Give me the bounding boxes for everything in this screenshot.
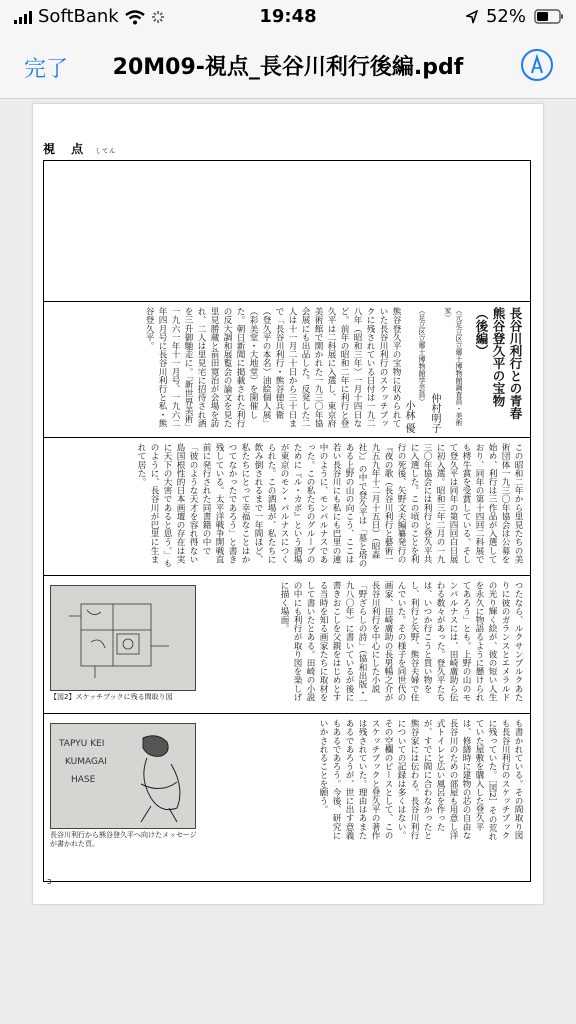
- author-role: （足立区立郷土博物館学芸員）: [418, 307, 426, 405]
- message-sketch: [51, 724, 195, 828]
- done-button[interactable]: 完了: [24, 57, 69, 82]
- section-header-label: 視 点: [43, 142, 90, 156]
- title-line: 長谷川利行との青春: [508, 307, 523, 420]
- row-divider: [44, 713, 530, 714]
- figure-caption-message: 長谷川利行から熊谷登久平へ向けたメッセージが書かれた頁。: [50, 831, 197, 848]
- document-title: 20M09-視点_長谷川利行後編.pdf: [112, 55, 464, 80]
- row-divider: [44, 437, 530, 438]
- article-frame: [43, 160, 531, 882]
- sketch-text: KUMAGAI: [65, 757, 107, 767]
- author-name: 小林 優: [403, 399, 414, 433]
- navigation-bar: [0, 36, 576, 99]
- clock: 19:48: [259, 6, 317, 27]
- article-title: [473, 307, 524, 433]
- author-block: [401, 307, 464, 433]
- markup-pen-icon[interactable]: [520, 48, 554, 82]
- author-role: （元足立区立郷土博物館調査員・美術家）: [444, 307, 463, 426]
- status-right: [466, 6, 564, 27]
- title-line: （後編）: [474, 307, 489, 357]
- message-page-figure: [50, 723, 196, 829]
- body-text-row4: も書かれている。その間取り図も長谷川利行のスケッチブックに残っていた。［図2］その荒れていた屋敷を購入した登久平は、修繕時に建物の芯の自由な長谷川のための部屋も用意し洋式トイレと広い風呂を作ったが、すでに間に合わなかったと熊谷家には伝わる。長谷川利行についての記録は多くはない。その空欄のピースとして、このスケッチブックと登久平の著作は残されていた。理由はあまたあるであろうが、世に出す意義もあるであろう。今後、研究にいかされることを願う。: [318, 719, 523, 841]
- carrier-label: SoftBank: [38, 6, 119, 27]
- sketch-text: HASE: [71, 775, 96, 785]
- sketch-text: TAPYU KEI: [59, 739, 105, 749]
- body-text-row1: 熊谷登久平の宝物に収められていた長谷川利行のスケッチブックに残されている日付は一九二八年（昭和三年）一月十四日など。前年の昭和二年に利行と登久平は二科展に入選し、東京府美術館で開かれた一九三〇年協会展にも出品した。反発した二人は十一月二十日から三十日まで「長谷川利行・熊谷徳兵衛（登久平の本名）油絵個人展」（彩美堂・大地堂）を開催した。朝日新聞に掲載された利行の反大調和展覧会の論文を見た里見勝蔵と前田寛治が会場を訪れ、二人は里見宅に招待され酒を三升御馳走に。「新世界美術」一九六一年十一月号、一九六二年四月号に長谷川利行と私・熊谷登久平。: [144, 307, 401, 432]
- body-text-row3: つたなら、ルクサンブルクあたりに彼のガランスとエメラルドの光り輝く絵が、彼の短い人生を永久に物語るように懸けられてあろう」とも。上野の山のモンパルナスには、田崎廣助ら伝わる数々があった。登久平たちは、いつか行こうと買い物をし、利行と矢野、熊谷夫婦で住んでいた。その様子を同世代の画家、田崎廣助の長男暢之介が長谷川利行を中心にした小説「野ざらしの詩」（協和出版・一九八〇年）に書いているが後に書きおこしを父親をはじめとする当時を知る画家たちに取材をして書いたとある。田崎の小説の中にも利行が取り図を楽しげに描く場面。: [279, 581, 523, 706]
- status-bar: [0, 0, 576, 36]
- row-divider: [44, 301, 530, 302]
- title-line: 熊谷登久平の宝物: [491, 307, 506, 407]
- location-arrow-icon: [466, 10, 478, 24]
- section-header-ruby: してん: [95, 148, 117, 155]
- floorplan-figure: [50, 585, 196, 691]
- author-name: 仲村明子: [429, 393, 440, 433]
- battery-percent: 52%: [485, 6, 526, 27]
- battery-icon: [534, 9, 564, 24]
- body-text-row2: この昭和二年から里見たちの美術団体一九三〇年協会は公募を始め、利行は三作品が入選しており、同年の第十四回二科展でも樗牛賞を受賞している。そして登久平は同年の第四回白日展に初入選。昭和三年二月の一九三〇年協会には利行と登久平共に入選した。この頃のことを利行の死後、矢野文夫編纂発行の『夜の歌（長谷川利行と藝術一九五九年十二月十五日）（昭森社）』の中で登久平は「墓と塔のある上野の山の向こう、ここは若い長谷川にも私にも巴里の連中のように、モンパルナスであった。この私たちのグループのために『ル・カボ』という洒場が東京のモン・パルナスにつくられた。この洒場が、私たちに飲み倒されるまで一年間ほど、私たちにとって幸福なことはかつてなかったであろう」と書き残している。太平洋戦争開戦直前に発行された同書籍の中で「彼のような天才を容れ得ない島国根性的日本画壇の存在は実に天下の大害であると思う。」ものように、長谷川が巴里に生まれて居た。: [136, 443, 523, 568]
- pdf-page[interactable]: [33, 104, 543, 904]
- figure-caption-floorplan: 【図2】スケッチブックに残る間取り図: [50, 693, 173, 701]
- row-divider: [44, 575, 530, 576]
- page-number: 3: [47, 878, 52, 886]
- floorplan-sketch: [51, 586, 195, 690]
- section-header: [43, 140, 116, 157]
